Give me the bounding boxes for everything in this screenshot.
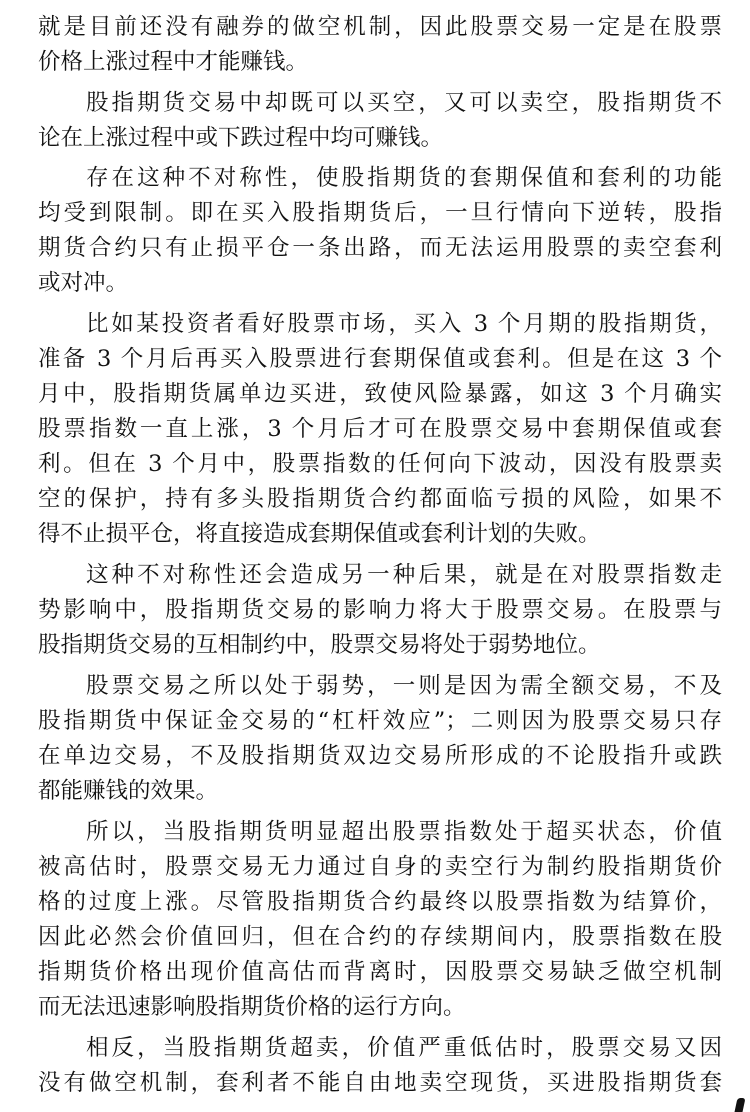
text-line: 股票指数一直上涨，3 个月后才可在股票交易中套期保值或套 xyxy=(38,416,722,442)
text-line: 均受到限制。即在买入股指期货后，一旦行情向下逆转，股指 xyxy=(38,200,722,226)
text-line: 被高估时，股票交易无力通过自身的卖空行为制约股指期货价 xyxy=(38,854,722,880)
text-line: 都能赚钱的效果。 xyxy=(38,778,219,804)
text-line: 月中，股指期货属单边买进，致使风险暴露，如这 3 个月确实 xyxy=(38,381,722,407)
text-line: 股指期货中保证金交易的“杠杆效应”；二则因为股票交易只存 xyxy=(38,708,722,734)
text-line: 指期货价格出现价值高估而背离时，因股票交易缺乏做空机制 xyxy=(38,959,722,985)
text-line: 得不止损平仓，将直接造成套期保值或套利计划的失败。 xyxy=(38,521,601,547)
text-line: 股票交易之所以处于弱势，一则是因为需全额交易，不及 xyxy=(86,673,722,699)
text-line: 或对冲。 xyxy=(38,270,129,296)
text-line: 存在这种不对称性，使股指期货的套期保值和套利的功能 xyxy=(86,165,722,191)
text-line: 相反，当股指期货超卖，价值严重低估时，股票交易又因 xyxy=(86,1035,722,1061)
text-line: 股指期货交易的互相制约中，股票交易将处于弱势地位。 xyxy=(38,632,601,658)
text-line: 没有做空机制，套利者不能自由地卖空现货，买进股指期货套 xyxy=(38,1070,722,1096)
text-line: 空的保护，持有多头股指期货合约都面临亏损的风险，如果不 xyxy=(38,486,722,512)
text-line: 比如某投资者看好股票市场，买入 3 个月期的股指期货， xyxy=(86,311,722,337)
text-line: 股指期货交易中却既可以买空，又可以卖空，股指期货不 xyxy=(86,90,722,116)
text-line: 势影响中，股指期货交易的影响力将大于股票交易。在股票与 xyxy=(38,597,722,623)
text-line: 论在上涨过程中或下跌过程中均可赚钱。 xyxy=(38,125,444,151)
text-line: 因此必然会价值回归，但在合约的存续期间内，股票指数在股 xyxy=(38,924,722,950)
text-line: 格的过度上涨。尽管股指期货合约最终以股票指数为结算价， xyxy=(38,889,722,915)
scan-artifact-mark xyxy=(735,1098,746,1112)
text-line: 所以，当股指期货明显超出股票指数处于超买状态，价值 xyxy=(86,819,722,845)
text-line: 这种不对称性还会造成另一种后果，就是在对股票指数走 xyxy=(86,562,722,588)
text-line: 期货合约只有止损平仓一条出路，而无法运用股票的卖空套利 xyxy=(38,235,722,261)
text-line: 价格上涨过程中才能赚钱。 xyxy=(38,49,309,75)
text-line: 而无法迅速影响股指期货价格的运行方向。 xyxy=(38,994,466,1020)
text-line: 就是目前还没有融券的做空机制，因此股票交易一定是在股票 xyxy=(38,14,722,40)
text-line: 准备 3 个月后再买入股票进行套期保值或套利。但是在这 3 个 xyxy=(38,346,722,372)
text-line: 在单边交易，不及股指期货双边交易所形成的不论股指升或跌 xyxy=(38,743,722,769)
text-line: 利。但在 3 个月中，股票指数的任何向下波动，因没有股票卖 xyxy=(38,451,722,477)
